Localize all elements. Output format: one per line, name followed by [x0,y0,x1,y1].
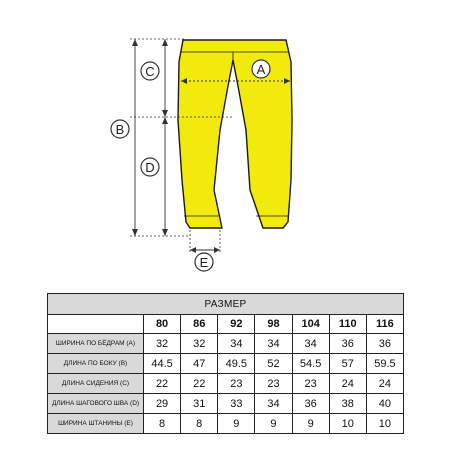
size-header-80: 80 [144,315,181,334]
table-cell: 29 [144,394,181,414]
pants-shape [178,40,292,228]
table-cell: 34 [218,334,255,354]
table-cell: 8 [181,414,218,434]
table-cell: 36 [292,394,329,414]
size-header-116: 116 [366,315,403,334]
table-cell: 24 [366,374,403,394]
table-cell: 47 [181,354,218,374]
table-cell: 32 [181,334,218,354]
measure-a-label: A [256,62,266,77]
row-label: ДЛИНА ПО БОКУ (B) [48,354,144,374]
measure-d-arrow-top [162,117,168,124]
measure-b-arrow-bottom [132,229,138,236]
table-cell: 59.5 [366,354,403,374]
table-row [48,394,404,414]
table-cell: 36 [366,334,403,354]
table-cell: 22 [181,374,218,394]
table-title: РАЗМЕР [48,294,404,315]
table-row [48,374,404,394]
table-cell: 36 [329,334,366,354]
measure-e-label: E [199,255,209,270]
measure-b-label: B [115,122,125,137]
row-label: ДЛИНА СИДЕНИЯ (C) [48,374,144,394]
table-cell: 8 [144,414,181,434]
table-cell: 44.5 [144,354,181,374]
table-cell: 38 [329,394,366,414]
table-cell: 52 [255,354,292,374]
row-label: ШИРИНА ПО БЁДРАМ (A) [48,334,144,354]
table-cell: 32 [144,334,181,354]
size-header-110: 110 [329,315,366,334]
table-cell: 34 [292,334,329,354]
table-row [48,414,404,434]
table-cell: 23 [218,374,255,394]
table-cell: 9 [292,414,329,434]
measure-d-label: D [145,160,155,175]
size-header-86: 86 [181,315,218,334]
table-cell: 10 [329,414,366,434]
table-cell: 23 [255,374,292,394]
measure-b-arrow-top [132,39,138,46]
size-header-row [48,315,404,334]
row-label: ДЛИНА ШАГОВОГО ШВА (D) [48,394,144,414]
size-chart-table [47,293,404,434]
table-cell: 10 [366,414,403,434]
table-title-row [48,294,404,315]
table-cell: 9 [218,414,255,434]
table-row [48,334,404,354]
table-cell: 24 [329,374,366,394]
measure-e-arrow-left [190,247,196,253]
row-label: ШИРИНА ШТАНИНЫ (E) [48,414,144,434]
table-cell: 9 [255,414,292,434]
table-cell: 23 [292,374,329,394]
size-header-92: 92 [218,315,255,334]
table-cell: 49.5 [218,354,255,374]
table-cell: 54.5 [292,354,329,374]
table-cell: 34 [255,334,292,354]
measure-c-label: C [145,64,155,79]
measure-c-arrow-bottom [162,110,168,117]
table-cell: 40 [366,394,403,414]
table-cell: 33 [218,394,255,414]
table-cell: 31 [181,394,218,414]
table-row [48,354,404,374]
measure-d-arrow-bottom [162,229,168,236]
header-corner [48,315,144,334]
table-cell: 22 [144,374,181,394]
size-header-98: 98 [255,315,292,334]
measure-e-arrow-right [214,247,220,253]
table-cell: 57 [329,354,366,374]
size-header-104: 104 [292,315,329,334]
table-cell: 34 [255,394,292,414]
measure-c-arrow-top [162,39,168,46]
